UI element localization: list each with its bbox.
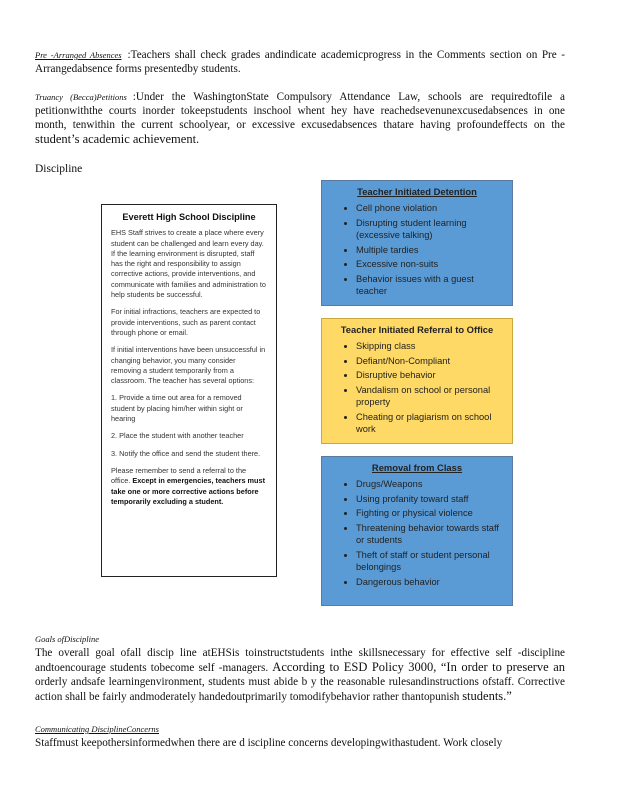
- pre-arranged-absences-label: Pre -Arranged Absences: [35, 50, 122, 60]
- policy-reminder-strong: Except in emergencies, teachers must take one or more corrective actions before temporarily excluding a student.: [111, 476, 265, 506]
- goals-label: Goals ofDiscipline: [35, 634, 99, 644]
- goals-text-emphasis: According to ESD Policy 3000, “In order to preserve an: [272, 660, 565, 674]
- list-item: • Excessive non-suits: [356, 258, 506, 270]
- teacher-initiated-referral-box: [321, 318, 513, 444]
- list-item: • Behavior issues with a guest teacher: [356, 273, 506, 297]
- list-item: • Theft of staff or student personal belongings: [356, 549, 506, 573]
- policy-paragraph-1: EHS Staff strives to create a place where every student can be challenged and learn every day. If the learning environment is disrupted, staff has the right and responsibility to assign corrective actions, provide interventions, and communicate with families and administration to help students be successful.: [111, 228, 266, 300]
- list-item: • Cheating or plagiarism on school work: [356, 411, 506, 435]
- list-item: • Skipping class: [356, 340, 506, 352]
- communicating-label: Communicating DisciplineConcerns: [35, 724, 159, 734]
- communicating-text: Staffmust keepothersinformedwhen there are d iscipline concerns developingwithastudent. Work closely: [35, 737, 503, 749]
- discipline-heading: Discipline: [35, 163, 83, 175]
- pre-arranged-absences-text: :Teachers shall check grades andindicate academicprogress in the Comments section on Pre -Arrangedabsence forms presentedby students.: [35, 49, 565, 75]
- teacher-initiated-detention-box: [321, 180, 513, 306]
- list-item: • Using profanity toward staff: [356, 493, 506, 505]
- goals-of-discipline-paragraph: [35, 632, 565, 704]
- referral-list: [322, 340, 512, 435]
- removal-list: [322, 478, 512, 588]
- list-item: • Multiple tardies: [356, 244, 506, 256]
- policy-option-3: 3. Notify the office and send the student there.: [111, 448, 261, 458]
- detention-title: Teacher Initiated Detention: [357, 186, 477, 197]
- list-item: • Vandalism on school or personal property: [356, 384, 506, 408]
- policy-reminder: [111, 466, 267, 507]
- list-item: • Dangerous behavior: [356, 576, 506, 588]
- goals-text-2: orderly andsafe learningenvironment, students must abide b y the reasonable rulesandinstructions ofstaff. Corrective action shall be fairly andmoderately handedoutprimarily tomodifybehavior rather thantopunish: [35, 676, 565, 703]
- list-item: • Disruptive behavior: [356, 369, 506, 381]
- list-item: • Fighting or physical violence: [356, 507, 506, 519]
- truancy-label: Truancy (Becca)Petitions: [35, 92, 127, 102]
- detention-list: [322, 202, 512, 297]
- removal-from-class-box: [321, 456, 513, 606]
- truancy-text-emphasis: student’s academic achievement.: [35, 132, 200, 146]
- list-item: • Drugs/Weapons: [356, 478, 506, 490]
- removal-title: Removal from Class: [371, 462, 463, 473]
- goals-text-2-emphasis: students.”: [462, 689, 512, 703]
- communicating-concerns-paragraph: [35, 722, 565, 750]
- policy-box-title: Everett High School Discipline: [122, 212, 256, 222]
- policy-option-2: 2. Place the student with another teacher: [111, 431, 244, 441]
- list-item: • Cell phone violation: [356, 202, 506, 214]
- policy-paragraph-3: If initial interventions have been unsuccessful in changing behavior, you many consider removing a student temporarily from a classroom. The teacher has several options:: [111, 345, 266, 386]
- truancy-text: :Under the WashingtonState Compulsory Attendance Law, schools are requiredtofile a petitionwiththe courts inorder tokeepstudents inschool whent hey have reachedsevenunexcusedabsences in one month, tenwithin the current schoolyear, or excessive excusedabsences thatare having profoundeffects on the: [35, 91, 565, 131]
- policy-reminder-text: Please remember to send a referral to the office.: [111, 465, 247, 486]
- list-item: • Disrupting student learning (excessive talking): [356, 217, 506, 241]
- goals-text: The overall goal ofall discip line atEHSis toinstructstudents inthe skillsnecessary for effective self -discipline andtoencourage students tobecome self -managers.: [35, 647, 565, 674]
- policy-option-1: 1. Provide a time out area for a removed student by placing him/her within sight or hearing: [111, 393, 243, 424]
- policy-paragraph-2: For initial infractions, teachers are expected to provide interventions, such as parent contact through phone or email.: [111, 307, 261, 337]
- truancy-paragraph: [35, 90, 565, 147]
- referral-title: Teacher Initiated Referral to Office: [340, 324, 494, 335]
- pre-arranged-absences-paragraph: [35, 48, 565, 76]
- list-item: • Defiant/Non-Compliant: [356, 355, 506, 367]
- list-item: • Threatening behavior towards staff or students: [356, 522, 506, 546]
- discipline-policy-box: [101, 204, 277, 577]
